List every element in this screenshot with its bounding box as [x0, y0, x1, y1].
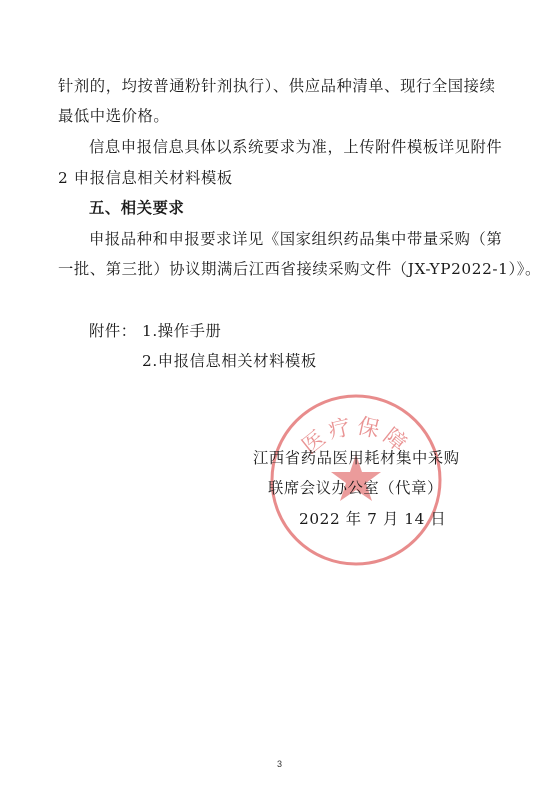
body-line-4: 2 申报信息相关材料模板: [58, 169, 233, 187]
signature-date: 2022 年 7 月 14 日: [299, 510, 447, 528]
page-number: 3: [276, 759, 282, 769]
signature-org-line-1: 江西省药品医用耗材集中采购: [253, 449, 460, 467]
signature-org-line-2: 联席会议办公室（代章）: [268, 479, 443, 497]
attachment-item-1: 1.操作手册: [142, 322, 222, 340]
section-line-2: 一批、第三批）协议期满后江西省接续采购文件（JX-YP2022-1）》。: [58, 260, 541, 278]
seal-text: 医疗保障: [297, 414, 415, 460]
section-heading: 五、相关要求: [89, 199, 185, 217]
body-line-3: 信息申报信息具体以系统要求为准，上传附件模板详见附件: [89, 138, 503, 156]
body-line-2: 最低中选价格。: [58, 107, 170, 125]
attachments-label: 附件：: [89, 322, 137, 340]
section-line-1: 申报品种和申报要求详见《国家组织药品集中带量采购（第: [89, 230, 503, 248]
attachment-item-2: 2.申报信息相关材料模板: [142, 352, 317, 370]
body-line-1: 针剂的，均按普通粉针剂执行）、供应品种清单、现行全国接续: [58, 77, 496, 95]
